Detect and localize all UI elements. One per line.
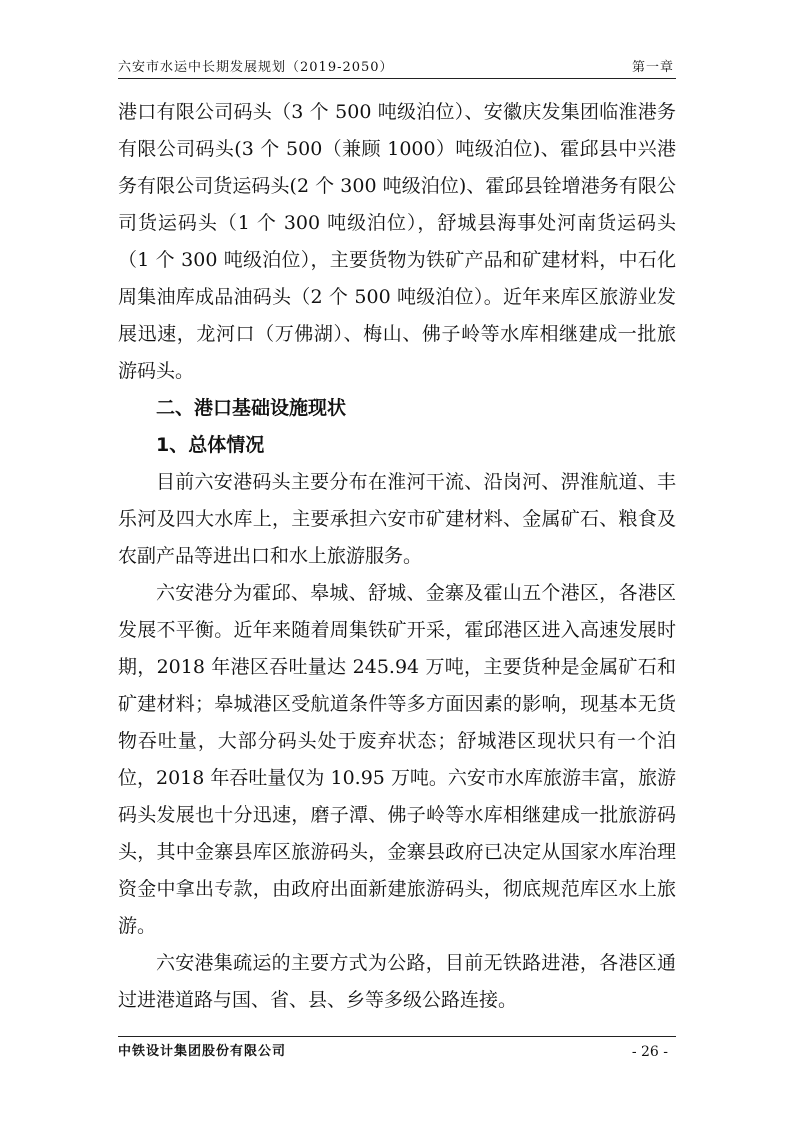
footer-divider	[118, 1036, 676, 1037]
subsection-heading: 1、总体情况	[156, 434, 265, 456]
chapter-label: 第一章	[631, 60, 674, 75]
section-heading: 二、港口基础设施现状	[156, 397, 347, 419]
page-header	[118, 54, 676, 76]
header-divider	[118, 78, 676, 79]
page-number: - 26 -	[631, 1044, 668, 1060]
company-name: 中铁设计集团股份有限公司	[118, 1044, 287, 1059]
document-title: 六安市水运中长期发展规划（2019-2050）	[118, 60, 394, 75]
paragraph: 六安港集疏运的主要方式为公路，目前无铁路进港，各港区通过进港道路与国、省、县、乡等多级公路连接。	[118, 952, 676, 1011]
paragraph-continued: 港口有限公司码头（3 个 500 吨级泊位）、安徽庆发集团临淮港务有限公司码头(3 个 500（兼顾 1000）吨级泊位)、霍邱县中兴港务有限公司货运码头(2 个 300 吨级泊位)、霍邱县铨增港务有限公司货运码头（1 个 300 吨级泊位），舒城县海事处河南货运码头（1 个 300 吨级泊位），主要货物为铁矿产品和矿建材料，中石化周集油库成品油码头（2 个 500 吨级泊位）。近年来库区旅游业发展迅速，龙河口（万佛湖）、梅山、佛子岭等水库相继建成一批旅游码头。	[118, 101, 676, 382]
paragraph: 目前六安港码头主要分布在淮河干流、沿岗河、淠淮航道、丰乐河及四大水库上，主要承担六安市矿建材料、金属矿石、粮食及农副产品等进出口和水上旅游服务。	[118, 471, 676, 567]
page-footer	[118, 1040, 676, 1066]
page-body	[118, 94, 676, 1019]
paragraph: 六安港分为霍邱、皋城、舒城、金寨及霍山五个港区，各港区发展不平衡。近年来随着周集铁矿开采，霍邱港区进入高速发展时期，2018 年港区吞吐量达 245.94 万吨，主要货种是金属矿石和矿建材料；皋城港区受航道条件等多方面因素的影响，现基本无货物吞吐量，大部分码头处于废弃状态；舒城港区现状只有一个泊位，2018 年吞吐量仅为 10.95 万吨。六安市水库旅游丰富，旅游码头发展也十分迅速，磨子潭、佛子岭等水库相继建成一批旅游码头，其中金寨县库区旅游码头，金寨县政府已决定从国家水库治理资金中拿出专款，由政府出面新建旅游码头，彻底规范库区水上旅游。	[118, 582, 676, 937]
